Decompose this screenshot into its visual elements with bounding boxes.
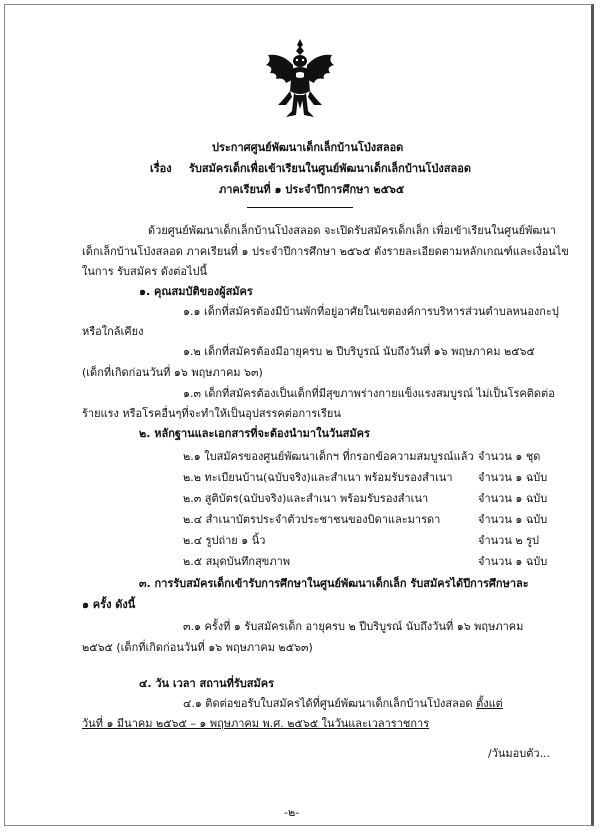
item-4-1-underlined-text: ตั้งแต่ <box>476 697 503 710</box>
document-item: ๒.๑ ใบสมัครของศูนย์พัฒนาเด็กฯ ที่กรอกข้อความสมบูรณ์แล้ว <box>183 450 474 463</box>
section-3-heading-line-1: ๓. การรับสมัครเด็กเข้ารับการศึกษาในศูนย์พัฒนาเด็กเล็ก รับสมัครได้ปีการศึกษาละ <box>139 577 529 590</box>
document-item-quantity: จำนวน ๑ ฉบับ <box>478 513 548 526</box>
intro-line-3: ในการ รับสมัคร ดังต่อไปนี้ <box>82 265 208 278</box>
document-item-quantity: จำนวน ๑ ชุด <box>478 450 541 463</box>
section-2-heading: ๒. หลักฐานและเอกสารที่จะต้องนำมาในวันสมัคร <box>139 427 370 440</box>
document-item: ๒.๕ สมุดบันทึกสุขภาพ <box>183 555 291 568</box>
item-1-2-line-1: ๑.๒ เด็กที่สมัครต้องมีอายุครบ ๒ ปีบริบูรณ์ นับถึงวันที่ ๑๖ พฤษภาคม ๒๕๖๕ <box>183 345 535 358</box>
term-text: ภาคเรียนที่ ๑ ประจำปีการศึกษา ๒๕๖๕ <box>219 183 405 196</box>
garuda-emblem <box>262 35 338 121</box>
item-3-1-line-1: ๓.๑ ครั้งที่ ๑ รับสมัครเด็ก อายุครบ ๒ ปีบริบูรณ์ นับถึงวันที่ ๑๖ พฤษภาคม <box>183 620 524 633</box>
intro-line-2: เด็กเล็กบ้านโป่งสลอด ภาคเรียนที่ ๑ ประจำปีการศึกษา ๒๕๖๕ ดังรายละเอียดตามหลักเกณฑ์และเงื่อนไข <box>82 245 569 258</box>
intro-line-1: ด้วยศูนย์พัฒนาเด็กเล็กบ้านโป่งสลอด จะเปิดรับสมัครเด็กเล็ก เพื่อเข้าเรียนในศูนย์พัฒนา <box>148 224 556 237</box>
document-item-quantity: จำนวน ๑ ฉบับ <box>478 471 548 484</box>
continuation-marker: /วันมอบตัว... <box>488 747 551 760</box>
section-1-heading: ๑. คุณสมบัติของผู้สมัคร <box>139 285 253 298</box>
item-4-1-line-1 <box>183 697 503 711</box>
item-4-1-line-2: วันที่ ๑ มีนาคม ๒๕๖๕ – ๑ พฤษภาคม พ.ศ. ๒๕๖๕ ในวันและเวลาราชการ <box>82 717 430 730</box>
document-item: ๒.๒ ทะเบียนบ้าน(ฉบับจริง)และสำเนา พร้อมรับรองสำเนา <box>183 471 453 484</box>
subject-label: เรื่อง <box>150 162 172 175</box>
item-1-3-line-1: ๑.๓ เด็กที่สมัครต้องเป็นเด็กที่มีสุขภาพร่างกายแข็งแรงสมบูรณ์ ไม่เป็นโรคติดต่อ <box>183 387 555 400</box>
item-1-3-line-2: ร้ายแรง หรือโรคอื่นๆที่จะทำให้เป็นอุปสรรคต่อการเรียน <box>82 407 341 420</box>
document-item-quantity: จำนวน ๑ ฉบับ <box>478 555 548 568</box>
document-item-quantity: จำนวน ๑ ฉบับ <box>478 492 548 505</box>
item-3-1-line-2: ๒๕๖๕ (เด็กที่เกิดก่อนวันที่ ๑๖ พฤษภาคม ๒๕๖๓) <box>82 641 313 654</box>
document-item-quantity: จำนวน ๒ รูป <box>478 534 539 547</box>
section-3-heading-line-2: ๑ ครั้ง ดังนี้ <box>82 598 136 611</box>
section-4-heading: ๔. วัน เวลา สถานที่รับสมัคร <box>139 677 274 690</box>
document-item: ๒.๔ รูปถ่าย ๑ นิ้ว <box>183 534 266 547</box>
item-1-2-line-2: (เด็กที่เกิดก่อนวันที่ ๑๖ พฤษภาคม ๖๓) <box>82 366 263 379</box>
document-item: ๒.๓ สูติบัตร(ฉบับจริง)และสำเนา พร้อมรับรองสำเนา <box>183 492 429 505</box>
title-divider <box>247 207 353 208</box>
page-number: -๒- <box>284 806 300 819</box>
subject-text: รับสมัครเด็กเพื่อเข้าเรียนในศูนย์พัฒนาเด็กเล็กบ้านโป่งสลอด <box>189 162 471 175</box>
document-item: ๒.๔ สำเนาบัตรประจำตัวประชาชนของบิดาและมารดา <box>183 513 441 526</box>
item-1-1-line-2: หรือใกล้เคียง <box>82 325 144 338</box>
item-4-1-plain-text: ๔.๑ ติดต่อขอรับใบสมัครได้ที่ศูนย์พัฒนาเด็กเล็กบ้านโป่งสลอด <box>183 697 473 710</box>
item-1-1-line-1: ๑.๑ เด็กที่สมัครต้องมีบ้านพักที่อยู่อาศัยในเขตองค์การบริหารส่วนตำบลหนองกะปุ <box>183 305 559 318</box>
document-title: ประกาศศูนย์พัฒนาเด็กเล็กบ้านโป่งสลอด <box>212 141 404 154</box>
